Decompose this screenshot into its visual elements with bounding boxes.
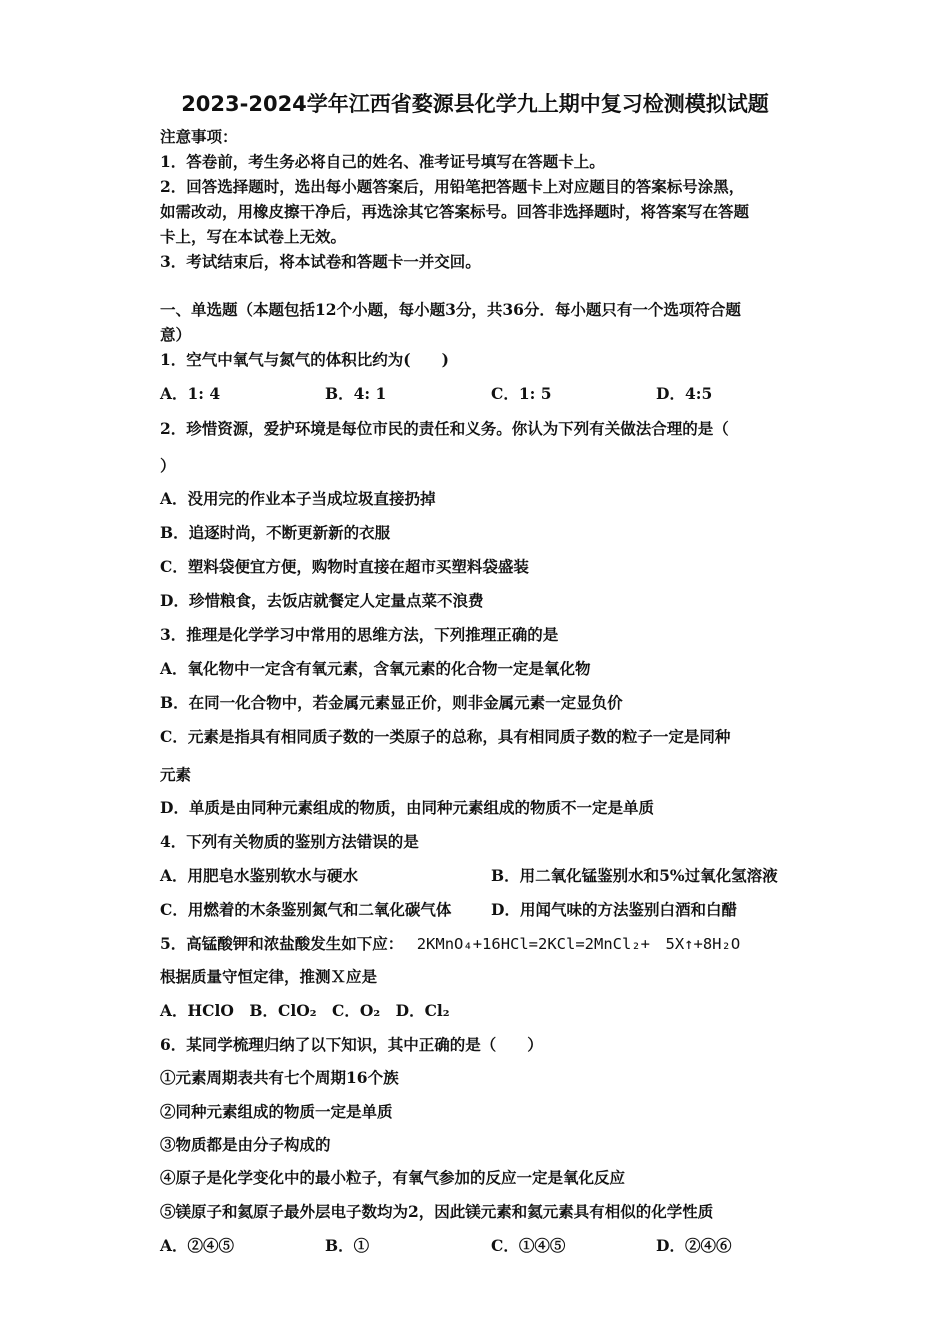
section-heading-cont: 意）	[160, 325, 192, 344]
question-2-stem: 2．珍惜资源，爱护环境是每位市民的责任和义务。你认为下列有关做法合理的是（	[160, 419, 729, 438]
q6-option-d: D．②④⑥	[656, 1236, 732, 1255]
note-line: 如需改动，用橡皮擦干净后，再选涂其它答案标号。回答非选择题时，将答案写在答题	[160, 202, 750, 221]
q4-option-d: D．用闻气味的方法鉴别白酒和白醋	[491, 900, 737, 919]
q3-option-c: C．元素是指具有相同质子数的一类原子的总称，具有相同质子数的粒子一定是同种	[160, 727, 731, 746]
page-title: 2023-2024学年江西省婺源县化学九上期中复习检测模拟试题	[181, 92, 769, 116]
q5-options: A．HClO B．ClO₂ C．O₂ D．Cl₂	[160, 1001, 450, 1020]
q3-option-b: B．在同一化合物中，若金属元素显正价，则非金属元素一定显负价	[160, 693, 623, 712]
q2-option-d: D．珍惜粮食，去饭店就餐定人定量点菜不浪费	[160, 591, 484, 610]
question-3-stem: 3．推理是化学学习中常用的思维方法，下列推理正确的是	[160, 625, 559, 644]
note-line: 1．答卷前，考生务必将自己的姓名、准考证号填写在答题卡上。	[160, 152, 605, 171]
q6-statement: ⑤镁原子和氦原子最外层电子数均为2，因此镁元素和氦元素具有相似的化学性质	[160, 1202, 714, 1221]
q4-option-b: B．用二氧化锰鉴别水和5%过氧化氢溶液	[491, 866, 778, 885]
question-4-stem: 4．下列有关物质的鉴别方法错误的是	[160, 832, 419, 851]
notes-heading: 注意事项：	[160, 127, 238, 146]
q6-statement: ②同种元素组成的物质一定是单质	[160, 1102, 393, 1121]
q4-option-c: C．用燃着的木条鉴别氮气和二氧化碳气体	[160, 900, 452, 919]
q1-option-c: C．1: 5	[491, 384, 552, 403]
note-line: 卡上，写在本试卷上无效。	[160, 227, 347, 246]
question-5-stem-cont: 根据质量守恒定律，推测Ｘ应是	[160, 967, 378, 986]
q6-option-c: C．①④⑤	[491, 1236, 566, 1255]
q6-statement: ③物质都是由分子构成的	[160, 1135, 331, 1154]
note-line: 2．回答选择题时，选出每小题答案后，用铅笔把答题卡上对应题目的答案标号涂黑，	[160, 177, 745, 196]
question-1-stem: 1．空气中氧气与氮气的体积比约为( )	[160, 350, 449, 369]
q3-option-c-cont: 元素	[160, 765, 192, 784]
question-2-stem-cont: ）	[160, 456, 176, 475]
q1-option-a: A．1: 4	[160, 384, 221, 403]
section-heading: 一、单选题（本题包括12个小题，每小题3分，共36分．每小题只有一个选项符合题	[160, 300, 741, 319]
q2-option-a: A．没用完的作业本子当成垃圾直接扔掉	[160, 489, 436, 508]
q5-equation: 2KMnO₄+16HCl=2KCl=2MnCl₂+ 5X↑+8H₂O	[416, 935, 741, 953]
q3-option-d: D．单质是由同种元素组成的物质，由同种元素组成的物质不一定是单质	[160, 798, 654, 817]
q2-option-b: B．追逐时尚，不断更新新的衣服	[160, 523, 391, 542]
q4-option-a: A．用肥皂水鉴别软水与硬水	[160, 866, 359, 885]
q6-statement: ①元素周期表共有七个周期16个族	[160, 1068, 399, 1087]
q5-stem-text: 5．高锰酸钾和浓盐酸发生如下应：	[160, 934, 404, 953]
q6-option-b: B．①	[325, 1236, 370, 1255]
question-6-stem: 6．某同学梳理归纳了以下知识，其中正确的是（ ）	[160, 1035, 543, 1054]
question-5-stem	[160, 934, 740, 954]
q1-option-d: D．4:5	[656, 384, 713, 403]
q6-statement: ④原子是化学变化中的最小粒子，有氧气参加的反应一定是氧化反应	[160, 1168, 626, 1187]
note-line: 3．考试结束后，将本试卷和答题卡一并交回。	[160, 252, 481, 271]
q1-option-b: B．4: 1	[325, 384, 387, 403]
q6-option-a: A．②④⑤	[160, 1236, 235, 1255]
q2-option-c: C．塑料袋便宜方便，购物时直接在超市买塑料袋盛装	[160, 557, 529, 576]
q3-option-a: A．氧化物中一定含有氧元素，含氧元素的化合物一定是氧化物	[160, 659, 591, 678]
